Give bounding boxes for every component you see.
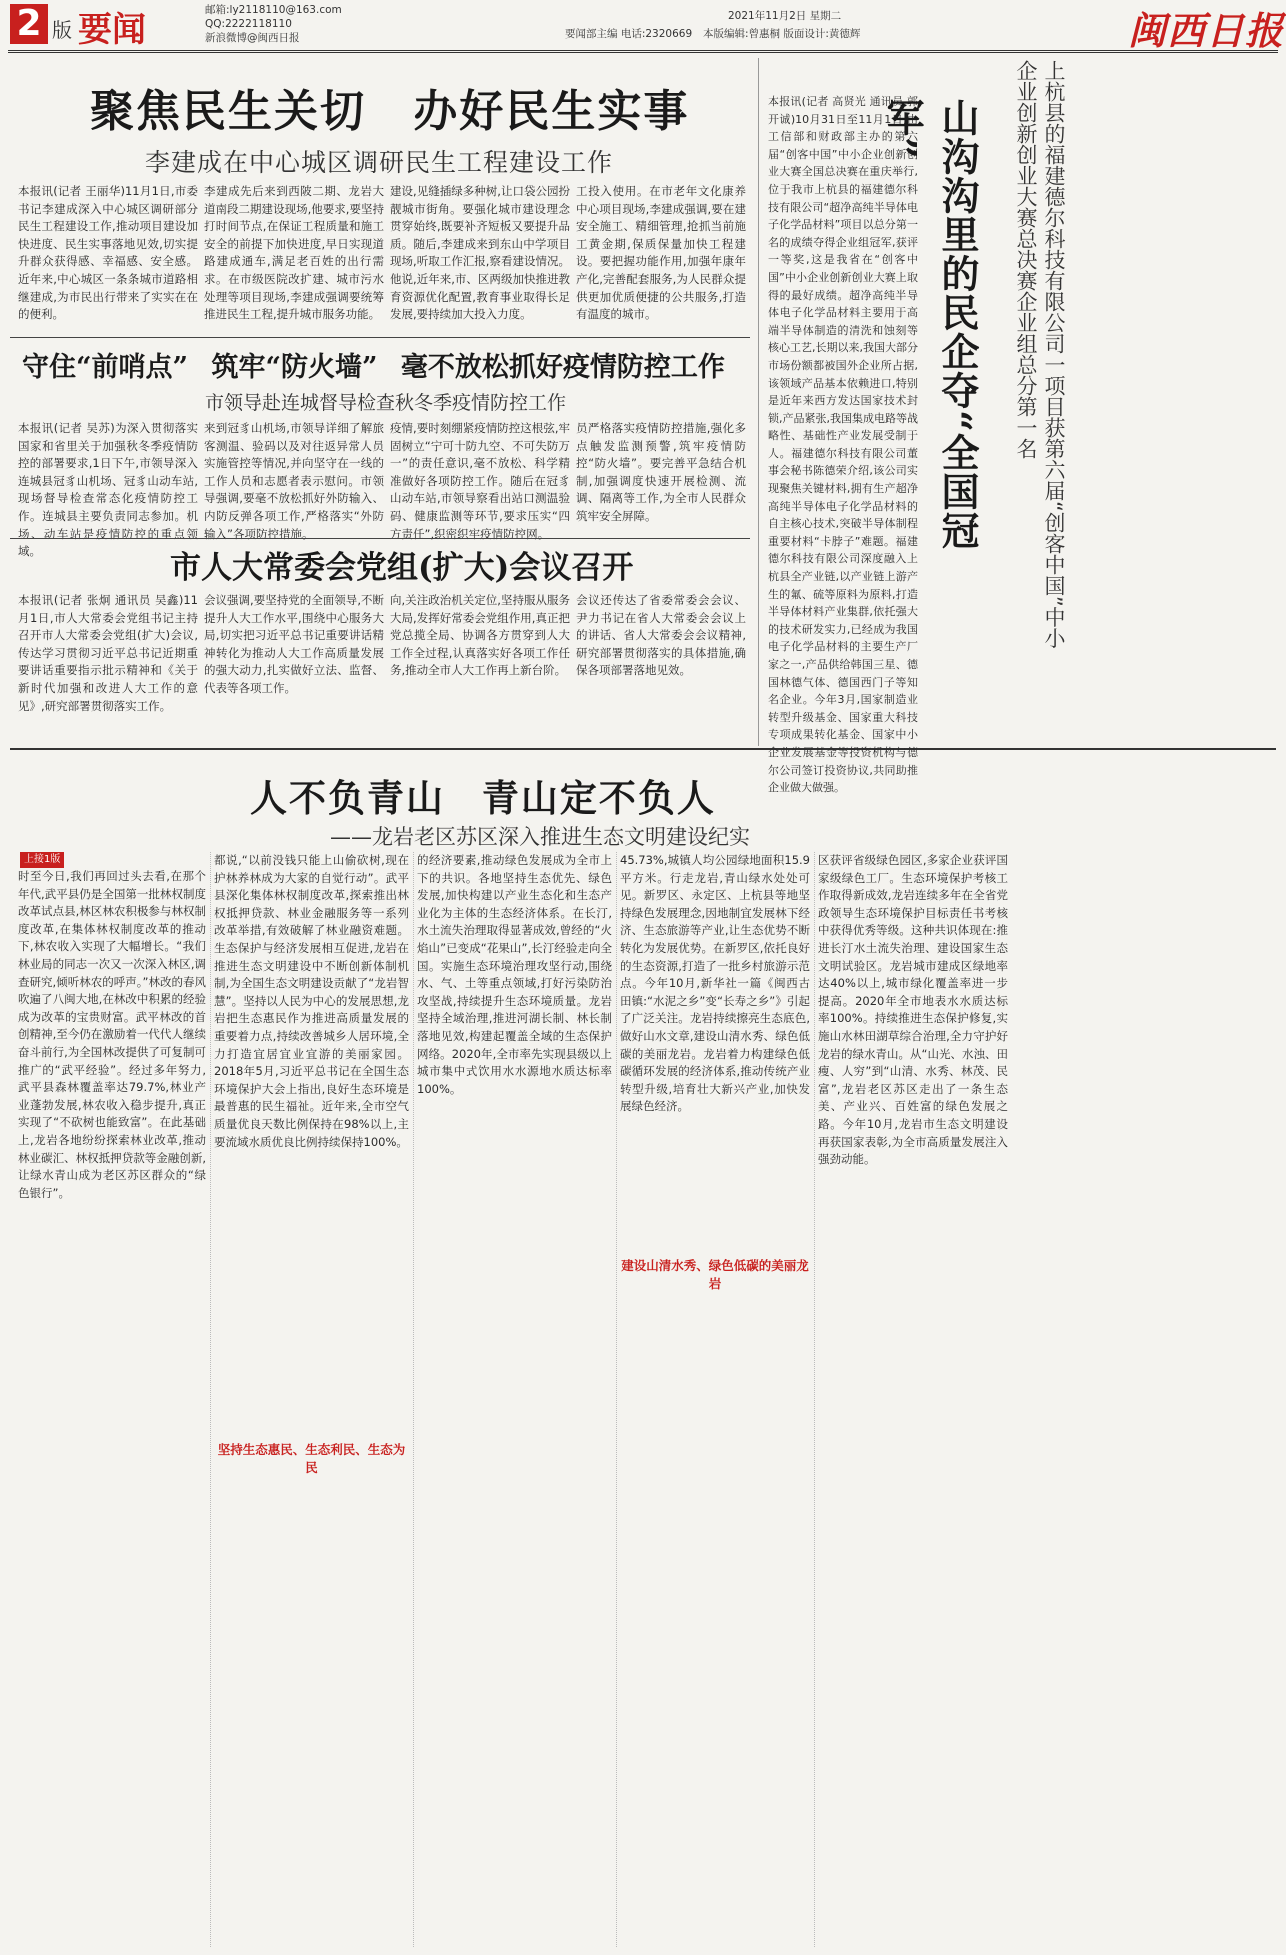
article2-col1: 本报讯(记者 吴苏)为深入贯彻落实国家和省里关于加强秋冬季疫情防控的部署要求,1日下午,市领导深入连城县冠豸山机场、冠豸山动车站,现场督导检查常态化疫情防控工作。连城县主要负责同志参加。机场、动车站是疫情防控的重点领域。	[18, 421, 198, 559]
article4-col4-wrap	[620, 852, 810, 1947]
page-unit: 版	[52, 18, 72, 42]
masthead-editor: 要闻部主编 电话:2320669	[565, 28, 693, 40]
article3-headline: 市人大常委会党组(扩大)会议召开	[170, 550, 634, 586]
article4-col5: 区获评省级绿色园区,多家企业获评国家级绿色工厂。生态环境保护考核工作取得新成效,龙岩连续多年在全省党政领导生态环境保护目标责任书考核中获得优秀等级。这种共识体现在:推进长汀水土流失治理、建设国家生态文明试验区。龙岩城市建成区绿地率达40%以上,城市绿化覆盖率进一步提高。2020年全市地表水水质达标率100%。持续推进生态保护修复,实施山水林田湖草综合治理,全力守护好龙岩的绿水青山。从“山光、水浊、田瘦、人穷”到“山清、水秀、林茂、民富”,龙岩老区苏区走出了一条生态美、产业兴、百姓富的绿色发展之路。今年10月,龙岩市生态文明建设再获国家表彰,为全市高质量发展注入强劲动能。	[818, 853, 1008, 1167]
article2-headline: 守住“前哨点” 筑牢“防火墙” 毫不放松抓好疫情防控工作	[22, 352, 725, 383]
article3-col4: 会议还传达了省委常委会会议、尹力书记在省人大常委会会议上的讲话、省人大常委会会议精神,研究部署贯彻落实的具体措施,确保各项部署落地见效。	[576, 593, 746, 678]
continued-tag[interactable]: 上接1版	[20, 852, 64, 868]
article1-headline: 聚焦民生关切 办好民生实事	[90, 86, 690, 137]
article1-col4: 工投入使用。在市老年文化康养中心项目现场,李建成强调,要在建安全施工、精细管理,抢抓当前施工黄金期,保质保量加快工程建设。要把握功能作用,加强年康年产化,完善配套服务,为人民群众提供更加优质便捷的公共服务,打造有温度的城市。	[576, 184, 746, 322]
masthead	[0, 0, 1286, 52]
article4-col2-wrap	[214, 852, 409, 1947]
article3-col2: 会议强调,要坚持党的全面领导,不断提升人大工作水平,围绕中心服务大局,切实把习近平总书记重要讲话精神转化为推动人大工作高质量发展的强大动力,扎实做好立法、监督、代表等各项工作。	[204, 593, 384, 695]
article4-sub2: 建设山清水秀、绿色低碳的美丽龙岩	[621, 1258, 809, 1291]
section-title: 要闻	[78, 10, 146, 50]
article1-col2: 李建成先后来到西陂二期、龙岩大道南段二期建设现场,他要求,要坚持打时间节点,在保证工程质量和施工安全的前提下加快进度,早日实现道路建成通车,满足老百姓的出行需求。在市级医院改扩建、城市污水处理等项目现场,李建成强调要统筹推进民生工程,提升城市服务功能。	[204, 184, 384, 322]
article3-col3: 向,关注政治机关定位,坚持服从服务大局,发挥好常委会党组作用,真正把党总揽全局、协调各方贯穿到人大工作全过程,认真落实好各项工作任务,推动全市人大工作再上新台阶。	[390, 593, 570, 678]
article4-headline: 人不负青山 青山定不负人	[250, 776, 716, 820]
col-divider	[814, 852, 815, 1947]
article2-col2: 来到冠豸山机场,市领导详细了解旅客测温、验码以及对往返异常人员实施管控等情况,并向坚守在一线的工作人员和志愿者表示慰问。市领导强调,要毫不放松抓好外防输入、内防反弹各项工作,严格落实“外防输入”各项防控措施。	[204, 421, 384, 541]
weibo-line: 新浪微博@闽西日报	[205, 32, 300, 44]
sidebar-headline-small: 上杭县的福建德尔科技有限公司一项目获第六届“创客中国”中小企业创新创业大赛总决赛企业组总分第一名	[1014, 60, 1066, 649]
article2-subheadline: 市领导赴连城督导检查秋冬季疫情防控工作	[205, 392, 567, 414]
article4-col4: 45.73%,城镇人均公园绿地面积15.9平方米。行走龙岩,青山绿水处处可见。新罗区、永定区、上杭县等地坚持绿色发展理念,因地制宜发展林下经济、生态旅游等产业,让生态优势不断转化为发展优势。在新罗区,依托良好的生态资源,打造了一批乡村旅游示范点。今年10月,新华社一篇《闽西古田镇:“水泥之乡”变“长寿之乡”》引起了广泛关注。龙岩持续擦亮生态底色,做好山水文章,建设山清水秀、绿色低碳的美丽龙岩。龙岩着力构建绿色低碳循环发展的经济体系,推动传统产业转型升级,培育壮大新兴产业,加快发展绿色经济。	[620, 853, 810, 1114]
masthead-page-editor: 本版编辑:曾惠桐 版面设计:黄德辉	[703, 28, 861, 40]
masthead-date: 2021年11月2日 星期二	[728, 10, 842, 22]
article3-col1: 本报讯(记者 张炯 通讯员 吴鑫)11月1日,市人大常委会党组书记主持召开市人大常委会党组(扩大)会议,传达学习贯彻习近平总书记近期重要讲话重要指示批示精神和《关于新时代加强和改进人大工作的意见》,研究部署贯彻落实工作。	[18, 593, 198, 713]
sidebar-headline-big: 山沟沟里的民企夺“全国冠军”	[880, 98, 980, 550]
article2-col4: 员严格落实疫情防控措施,强化多点触发监测预警,筑牢疫情防控“防火墙”。要完善平急结合机制,加强调度快速开展检测、流调、隔离等工作,为全市人民群众筑牢安全屏障。	[576, 421, 746, 523]
divider	[10, 748, 1276, 750]
article4-subheadline: ——龙岩老区苏区深入推进生态文明建设纪实	[330, 825, 750, 849]
email-line: 邮箱:ly2118110@163.com	[205, 4, 342, 16]
qq-line: QQ:2222118110	[205, 18, 292, 30]
article2-col3: 疫情,要时刻绷紧疫情防控这根弦,牢固树立“宁可十防九空、不可失防万一”的责任意识,毫不放松、科学精准做好各项防控工作。随后在冠豸山动车站,市领导察看出站口测温验码、健康监测等环节,要求压实“四方责任”,织密织牢疫情防控网。	[390, 421, 570, 541]
page-number-badge: 2	[10, 4, 48, 44]
article4-col2: 都说,“以前没钱只能上山偷砍树,现在护林养林成为大家的自觉行动”。武平县深化集体林权制度改革,探索推出林权抵押贷款、林业金融服务等一系列改革举措,有效破解了林业融资难题。生态保护与经济发展相互促进,龙岩在推进生态文明建设中不断创新体制机制,为全国生态文明建设贡献了“龙岩智慧”。坚持以人民为中心的发展思想,龙岩把生态惠民作为推进高质量发展的重要着力点,持续改善城乡人居环境,全力打造宜居宜业宜游的美丽家园。2018年5月,习近平总书记在全国生态环境保护大会上指出,良好生态环境是最普惠的民生福祉。近年来,全市空气质量优良天数比例保持在98%以上,主要流域水质优良比例持续保持100%。	[214, 853, 409, 1149]
col-divider	[616, 852, 617, 1947]
article4-col3: 的经济要素,推动绿色发展成为全市上下的共识。各地坚持生态优先、绿色发展,加快构建以产业生态化和生态产业化为主体的生态经济体系。在长汀,水土流失治理取得显著成效,曾经的“火焰山”已变成“花果山”,长汀经验走向全国。实施生态环境治理攻坚行动,围绕水、气、土等重点领域,打好污染防治攻坚战,持续提升生态环境质量。龙岩坚持全域治理,推进河湖长制、林长制落地见效,构建起覆盖全域的生态保护网络。2020年,全市率先实现县级以上城市集中式饮用水水源地水质达标率100%。	[417, 853, 612, 1096]
sidebar-divider	[758, 58, 759, 746]
article1-col3: 建设,见缝插绿多种树,让口袋公园扮靓城市街角。要强化城市建设理念贯穿始终,既要补齐短板又要提升品质。随后,李建成来到东山中学项目现场,听取工作汇报,察看建设情况。他说,近年来,市、区两级加快推进教育资源优化配置,教育事业取得长足发展,要持续加大投入力度。	[390, 184, 570, 322]
article1-col1: 本报讯(记者 王丽华)11月1日,市委书记李建成深入中心城区调研部分民生工程建设工作,推动项目建设加快进度、民生实事落地见效,切实提升群众获得感、幸福感、安全感。近年来,中心城区一条条城市道路相继建成,为市民出行带来了实实在在的便利。	[18, 184, 198, 322]
sidebar-body: 本报讯(记者 高贤光 通讯员 郭开诚)10月31日至11月1日,由工信部和财政部主办的第六届“创客中国”中小企业创新创业大赛全国总决赛在重庆举行,位于我市上杭县的福建德尔科技有限公司“超净高纯半导体电子化学品材料”项目以总分第一名的成绩夺得企业组冠军,获评一等奖,这是我省在“创客中国”中小企业创新创业大赛上取得的最好成绩。超净高纯半导体电子化学品材料主要用于高端半导体制造的清洗和蚀刻等核心工艺,长期以来,我国大部分市场份额都被国外企业所占据,该领域产品基本依赖进口,特别是近年来西方发达国家技术封锁,产品紧张,我国集成电路等战略性、基础性产业发展受制于人。福建德尔科技有限公司董事会秘书陈德荣介绍,该公司实现聚焦关键材料,拥有生产超净高纯半导体电子化学品材料的自主核心技术,突破半导体制程重要材料“卡脖子”难题。福建德尔科技有限公司深度融入上杭县全产业链,以产业链上游产生的氟、硫等原料为原料,打造半导体材料产业集群,依托强大的技术研发实力,已经成为我国电子化学品材料的主要生产厂家之一,产品供给韩国三星、德国林德气体、德国西门子等知名企业。今年3月,国家制造业转型升级基金、国家重大科技专项成果转化基金、国家中小企业发展基金等投资机构与德尔公司签订投资协议,共同助推企业做大做强。	[768, 95, 918, 795]
article1-subheadline: 李建成在中心城区调研民生工程建设工作	[145, 148, 614, 177]
article4-sub1: 坚持生态惠民、生态利民、生态为民	[214, 1440, 409, 1476]
article4-col1: 时至今日,我们再回过头去看,在那个年代,武平县仍是全国第一批林权制度改革试点县,林区林农积极参与林权制度改革,在集体林权制度改革的推动下,林农收入实现了大幅增长。“我们林业局的同志一次又一次深入林区,调查研究,倾听林农的呼声。”林改的春风吹遍了八闽大地,在林改中积累的经验成为改革的宝贵财富。武平林改的首创精神,至今仍在激励着一代代人继续奋斗前行,为全国林改提供了可复制可推广的“武平经验”。经过多年努力,武平县森林覆盖率达79.7%,林业产业蓬勃发展,林农收入稳步提升,真正实现了“不砍树也能致富”。在此基础上,龙岩各地纷纷探索林业改革,推动林业碳汇、林权抵押贷款等金融创新,让绿水青山成为老区苏区群众的“绿色银行”。	[18, 869, 206, 1200]
divider	[10, 538, 750, 539]
col-divider	[210, 852, 211, 1947]
contact-block	[205, 3, 342, 45]
paper-name-logo: 闽西日报	[1128, 8, 1285, 53]
email-address[interactable]: ly2118110@163.com	[229, 4, 342, 16]
divider	[10, 337, 750, 338]
col-divider	[413, 852, 414, 1947]
masthead-rule	[8, 50, 1278, 53]
